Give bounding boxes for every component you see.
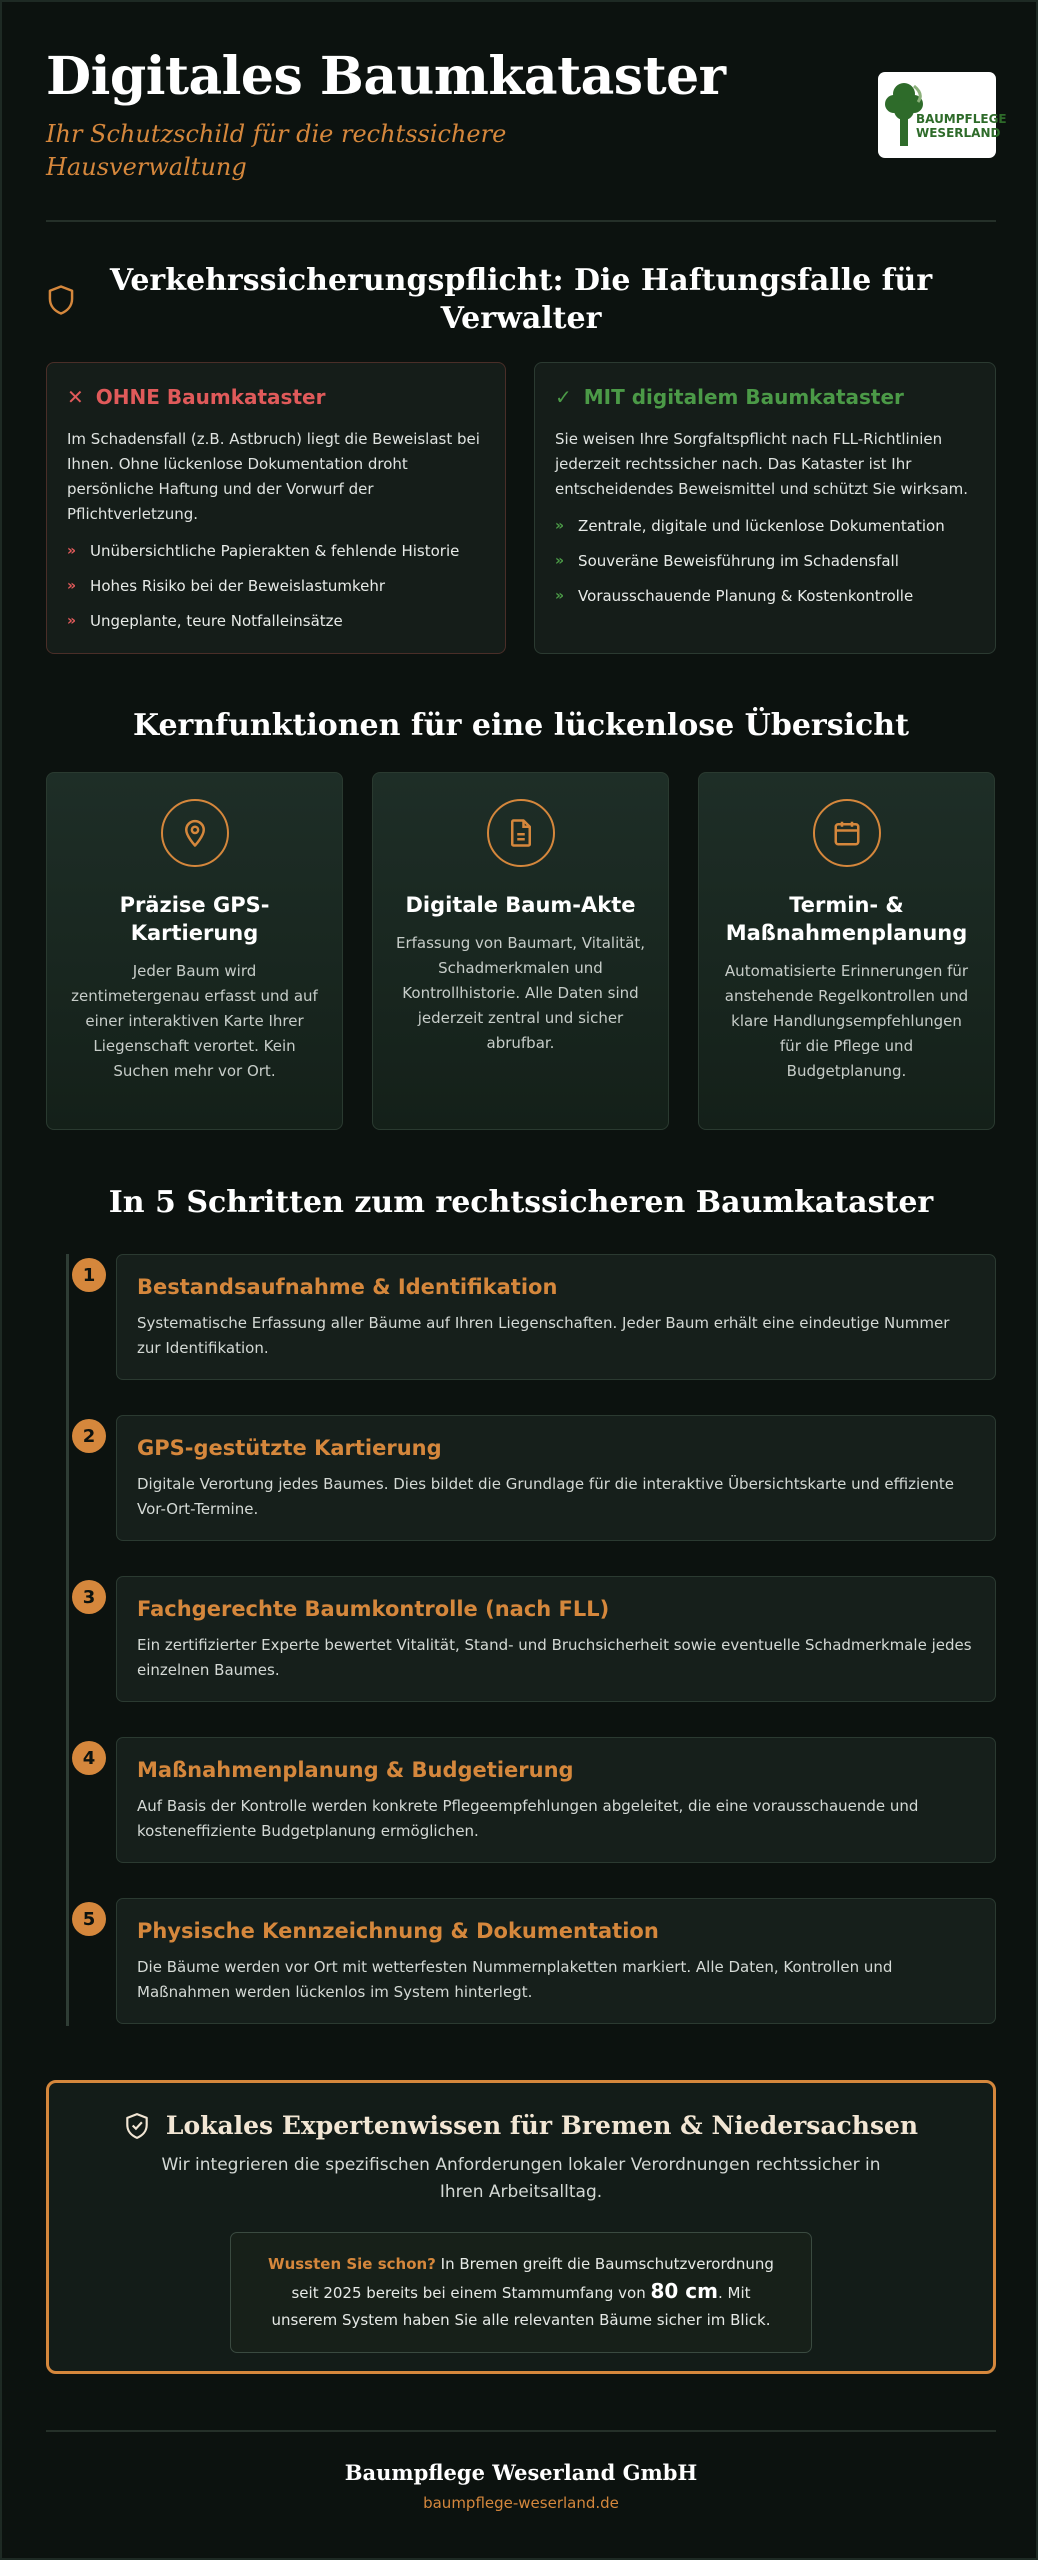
with-card-title: MIT digitalem Baumkataster	[583, 385, 904, 409]
map-pin-icon	[161, 799, 229, 867]
header-divider	[46, 220, 996, 222]
local-heading-text: Lokales Expertenwissen für Bremen & Niedersachsen	[165, 2111, 919, 2140]
liability-heading: Verkehrssicherungspflicht: Die Haftungsfalle für Verwalter	[109, 263, 933, 336]
steps-heading: In 5 Schritten zum rechtssicheren Baumkataster	[108, 1185, 934, 1220]
document-icon	[487, 799, 555, 867]
chevron-right-icon: »	[555, 518, 565, 534]
without-card-header	[67, 385, 485, 409]
logo-text	[916, 112, 1007, 140]
list-item-text: Vorausschauende Planung & Kostenkontrolle	[578, 587, 914, 605]
shield-check-icon	[124, 2112, 150, 2140]
local-heading	[49, 2111, 993, 2140]
footer-divider	[46, 2430, 996, 2432]
step-card	[116, 1415, 996, 1541]
feature-title: Präzise GPS-Kartierung	[119, 893, 270, 945]
chevron-right-icon: »	[67, 543, 77, 559]
fact-value: 80 cm	[650, 2279, 718, 2303]
step-text: Die Bäume werden vor Ort mit wetterfesten Nummernplaketten markiert. Alle Daten, Kontrollen und Maßnahmen werden lückenlos im System hinterlegt.	[137, 1958, 893, 2001]
local-expertise-box	[46, 2080, 996, 2374]
step-number: 3	[72, 1580, 106, 1614]
footer-company: Baumpflege Weserland GmbH	[344, 2460, 698, 2485]
page-header	[46, 46, 1007, 186]
feature-title: Digitale Baum-Akte	[405, 893, 636, 917]
steps-timeline	[66, 1254, 69, 2026]
feature-title: Termin- & Maßnahmenplanung	[725, 893, 968, 945]
step-number: 5	[72, 1902, 106, 1936]
features-heading: Kernfunktionen für eine lückenlose Übersicht	[133, 708, 909, 743]
chevron-right-icon: »	[555, 553, 565, 569]
step-text: Auf Basis der Kontrolle werden konkrete Pflegeempfehlungen abgeleitet, die eine vorausschauende und kosteneffiziente Budgetplanung ermöglichen.	[137, 1797, 919, 1840]
with-card-list	[555, 516, 975, 606]
logo-line-1: BAUMPFLEGE	[916, 112, 1007, 126]
local-text: Wir integrieren die spezifischen Anforderungen lokaler Verordnungen rechtssicher in Ihren Arbeitsalltag.	[161, 2155, 881, 2202]
list-item	[555, 586, 975, 606]
step-text: Digitale Verortung jedes Baumes. Dies bildet die Grundlage für die interaktive Übersichtskarte und effiziente Vor-Ort-Termine.	[137, 1475, 954, 1518]
step-title: Bestandsaufnahme & Identifikation	[137, 1275, 558, 1299]
list-item-text: Zentrale, digitale und lückenlose Dokumentation	[578, 517, 945, 535]
with-card-text: Sie weisen Ihre Sorgfaltspflicht nach FLL-Richtlinien jederzeit rechtssicher nach. Das Kataster ist Ihr entscheidendes Beweismittel und schützt Sie wirksam.	[555, 430, 969, 498]
chevron-right-icon: »	[555, 588, 565, 604]
step-title: Physische Kennzeichnung & Dokumentation	[137, 1919, 659, 1943]
step-number: 4	[72, 1741, 106, 1775]
step-title: Fachgerechte Baumkontrolle (nach FLL)	[137, 1597, 610, 1621]
feature-text: Erfassung von Baumart, Vitalität, Schadmerkmalen und Kontrollhistorie. Alle Daten sind jederzeit zentral und sicher abrufbar.	[396, 934, 645, 1052]
fact-box	[230, 2232, 812, 2353]
chevron-right-icon: »	[67, 578, 77, 594]
step-title: GPS-gestützte Kartierung	[137, 1436, 442, 1460]
list-item	[555, 516, 975, 536]
fact-text-after: . Mit unserem System haben Sie alle relevanten Bäume sicher im Blick.	[271, 2284, 771, 2329]
list-item	[67, 611, 485, 631]
list-item	[555, 551, 975, 571]
step-number: 1	[72, 1258, 106, 1292]
with-card-header	[555, 385, 975, 409]
step-title: Maßnahmenplanung & Budgetierung	[137, 1758, 574, 1782]
step-card	[116, 1737, 996, 1863]
list-item-text: Hohes Risiko bei der Beweislastumkehr	[90, 577, 386, 595]
step-text: Ein zertifizierter Experte bewertet Vitalität, Stand- und Bruchsicherheit sowie eventuelle Schadmerkmale jedes einzelnen Baumes.	[137, 1636, 972, 1679]
page-title: Digitales Baumkataster	[46, 46, 726, 107]
without-card-title: OHNE Baumkataster	[95, 385, 326, 409]
check-icon: ✓	[555, 385, 572, 409]
step-card	[116, 1576, 996, 1702]
feature-card-planning	[698, 772, 995, 1130]
fact-text-before: In Bremen greift die Baumschutzverordnung seit 2025 bereits bei einem Stammumfang von	[291, 2255, 774, 2302]
feature-text: Jeder Baum wird zentimetergenau erfasst und auf einer interaktiven Karte Ihrer Liegenschaft verortet. Kein Suchen mehr vor Ort.	[71, 962, 318, 1080]
step-text: Systematische Erfassung aller Bäume auf Ihren Liegenschaften. Jeder Baum erhält eine eindeutige Nummer zur Identifikation.	[137, 1314, 950, 1357]
step-card	[116, 1898, 996, 2024]
feature-card-gps	[46, 772, 343, 1130]
page-subtitle: Ihr Schutzschild für die rechtssichere Hausverwaltung	[46, 120, 507, 181]
list-item-text: Unübersichtliche Papierakten & fehlende Historie	[90, 542, 460, 560]
without-card-text: Im Schadensfall (z.B. Astbruch) liegt die Beweislast bei Ihnen. Ohne lückenlose Dokumentation droht persönliche Haftung und der Vorwurf der Pflichtverletzung.	[67, 430, 480, 523]
cross-icon: ✕	[67, 385, 84, 409]
fact-label: Wussten Sie schon?	[268, 2255, 436, 2273]
feature-card-tree-record	[372, 772, 669, 1130]
step-card	[116, 1254, 996, 1380]
without-cadastre-card	[46, 362, 506, 654]
without-card-list	[67, 541, 485, 631]
logo-line-2: WESERLAND	[916, 126, 1001, 140]
list-item-text: Souveräne Beweisführung im Schadensfall	[578, 552, 899, 570]
list-item	[67, 541, 485, 561]
chevron-right-icon: »	[67, 613, 77, 629]
step-number: 2	[72, 1419, 106, 1453]
calendar-icon	[813, 799, 881, 867]
list-item	[67, 576, 485, 596]
list-item-text: Ungeplante, teure Notfalleinsätze	[90, 612, 343, 630]
footer-website-link[interactable]: baumpflege-weserland.de	[423, 2494, 619, 2512]
with-cadastre-card	[534, 362, 996, 654]
company-logo	[878, 72, 1007, 158]
feature-text: Automatisierte Erinnerungen für anstehende Regelkontrollen und klare Handlungsempfehlungen für die Pflege und Budgetplanung.	[724, 962, 969, 1080]
